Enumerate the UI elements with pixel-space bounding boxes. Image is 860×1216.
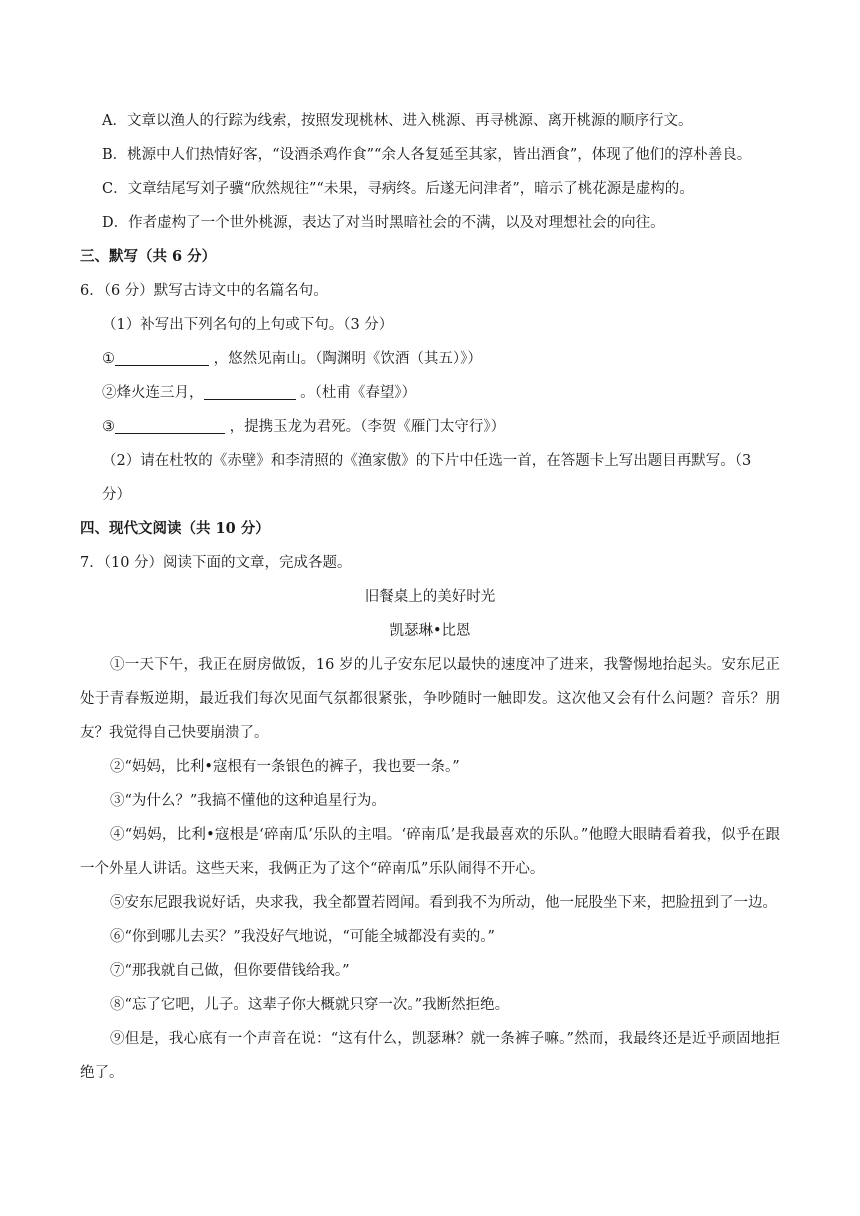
question-6: 6．（6 分）默写古诗文中的名篇名句。 [80, 283, 328, 299]
fill-item-1-text: ，悠然见南山。（陶渊明《饮酒（其五）》） [213, 351, 482, 367]
fill-item-3 [80, 410, 780, 444]
article-paragraph: ④“妈妈，比利•寇根是‘碎南瓜’乐队的主唱。‘碎南瓜’是我最喜欢的乐队。”他瞪大眼睛看着我，似乎在跟一个外星人讲话。这些天来，我俩正为了这个“碎南瓜”乐队闹得不开心。 [80, 827, 780, 877]
article-paragraph: ⑧“忘了它吧，儿子。这辈子你大概就只穿一次。”我断然拒绝。 [110, 997, 510, 1013]
article-paragraph: ⑨但是，我心底有一个声音在说：“这有什么，凯瑟琳？就一条裤子嘛。”然而，我最终还是近乎顽固地拒绝了。 [80, 1031, 780, 1081]
article-title: 旧餐桌上的美好时光 [364, 589, 496, 605]
article-paragraph: ⑤安东尼跟我说好话，央求我，我全都置若罔闻。看到我不为所动，他一屁股坐下来，把脸扭到了一边。 [110, 895, 777, 911]
fill-item-2-text-after: 。（杜甫《春望》） [300, 385, 417, 401]
fill-item-1-number: ① [102, 351, 115, 367]
answer-blank-2[interactable] [204, 383, 296, 400]
question-6-part-2: （2）请在杜牧的《赤壁》和李清照的《渔家傲》的下片中任选一首，在答题卡上写出题目再默写。（3 [102, 453, 752, 469]
answer-blank-3[interactable] [115, 417, 225, 434]
fill-item-2-text-before: ②烽火连三月， [102, 385, 204, 401]
option-a: A．文章以渔人的行踪为线索，按照发现桃林、进入桃源、再寻桃源、离开桃源的顺序行文。 [102, 113, 693, 129]
article-author: 凯瑟琳•比恩 [389, 623, 471, 639]
option-b: B．桃源中人们热情好客，“设酒杀鸡作食”“余人各复延至其家，皆出酒食”，体现了他们的淳朴善良。 [102, 147, 752, 163]
question-6-part-2-cont: 分） [102, 487, 131, 503]
option-d: D．作者虚构了一个世外桃源，表达了对当时黑暗社会的不满，以及对理想社会的向往。 [102, 215, 665, 231]
fill-item-2 [80, 376, 780, 410]
fill-item-1 [80, 342, 780, 376]
article-paragraph: ③“为什么？”我搞不懂他的这种追星行为。 [110, 793, 386, 809]
article-paragraph: ①一天下午，我正在厨房做饭，16 岁的儿子安东尼以最快的速度冲了进来，我警惕地抬起头。安东尼正处于青春叛逆期，最近我们每次见面气氛都很紧张，争吵随时一触即发。这次他又会有什么问题？音乐？朋友？我觉得自己快要崩溃了。 [80, 657, 780, 741]
question-7: 7．（10 分）阅读下面的文章，完成各题。 [80, 555, 352, 571]
answer-blank-1[interactable] [115, 349, 209, 366]
section-heading-dictation: 三、默写（共 6 分） [80, 248, 217, 265]
article-paragraph: ⑦“那我就自己做，但你要借钱给我。” [110, 963, 350, 979]
article-paragraph: ②“妈妈，比利•寇根有一条银色的裤子，我也要一条。” [110, 759, 460, 775]
section-heading-reading: 四、现代文阅读（共 10 分） [80, 520, 270, 537]
fill-item-3-number: ③ [102, 419, 115, 435]
option-c: C．文章结尾写刘子骥“欣然规往”“未果，寻病终。后遂无问津者”，暗示了桃花源是虚构的。 [102, 181, 694, 197]
question-6-part-1: （1）补写出下列名句的上句或下句。（3 分） [102, 317, 394, 333]
fill-item-3-text: ，提携玉龙为君死。（李贺《雁门太守行》） [229, 419, 506, 435]
article-paragraph: ⑥“你到哪儿去买？”我没好气地说，“可能全城都没有卖的。” [110, 929, 495, 945]
